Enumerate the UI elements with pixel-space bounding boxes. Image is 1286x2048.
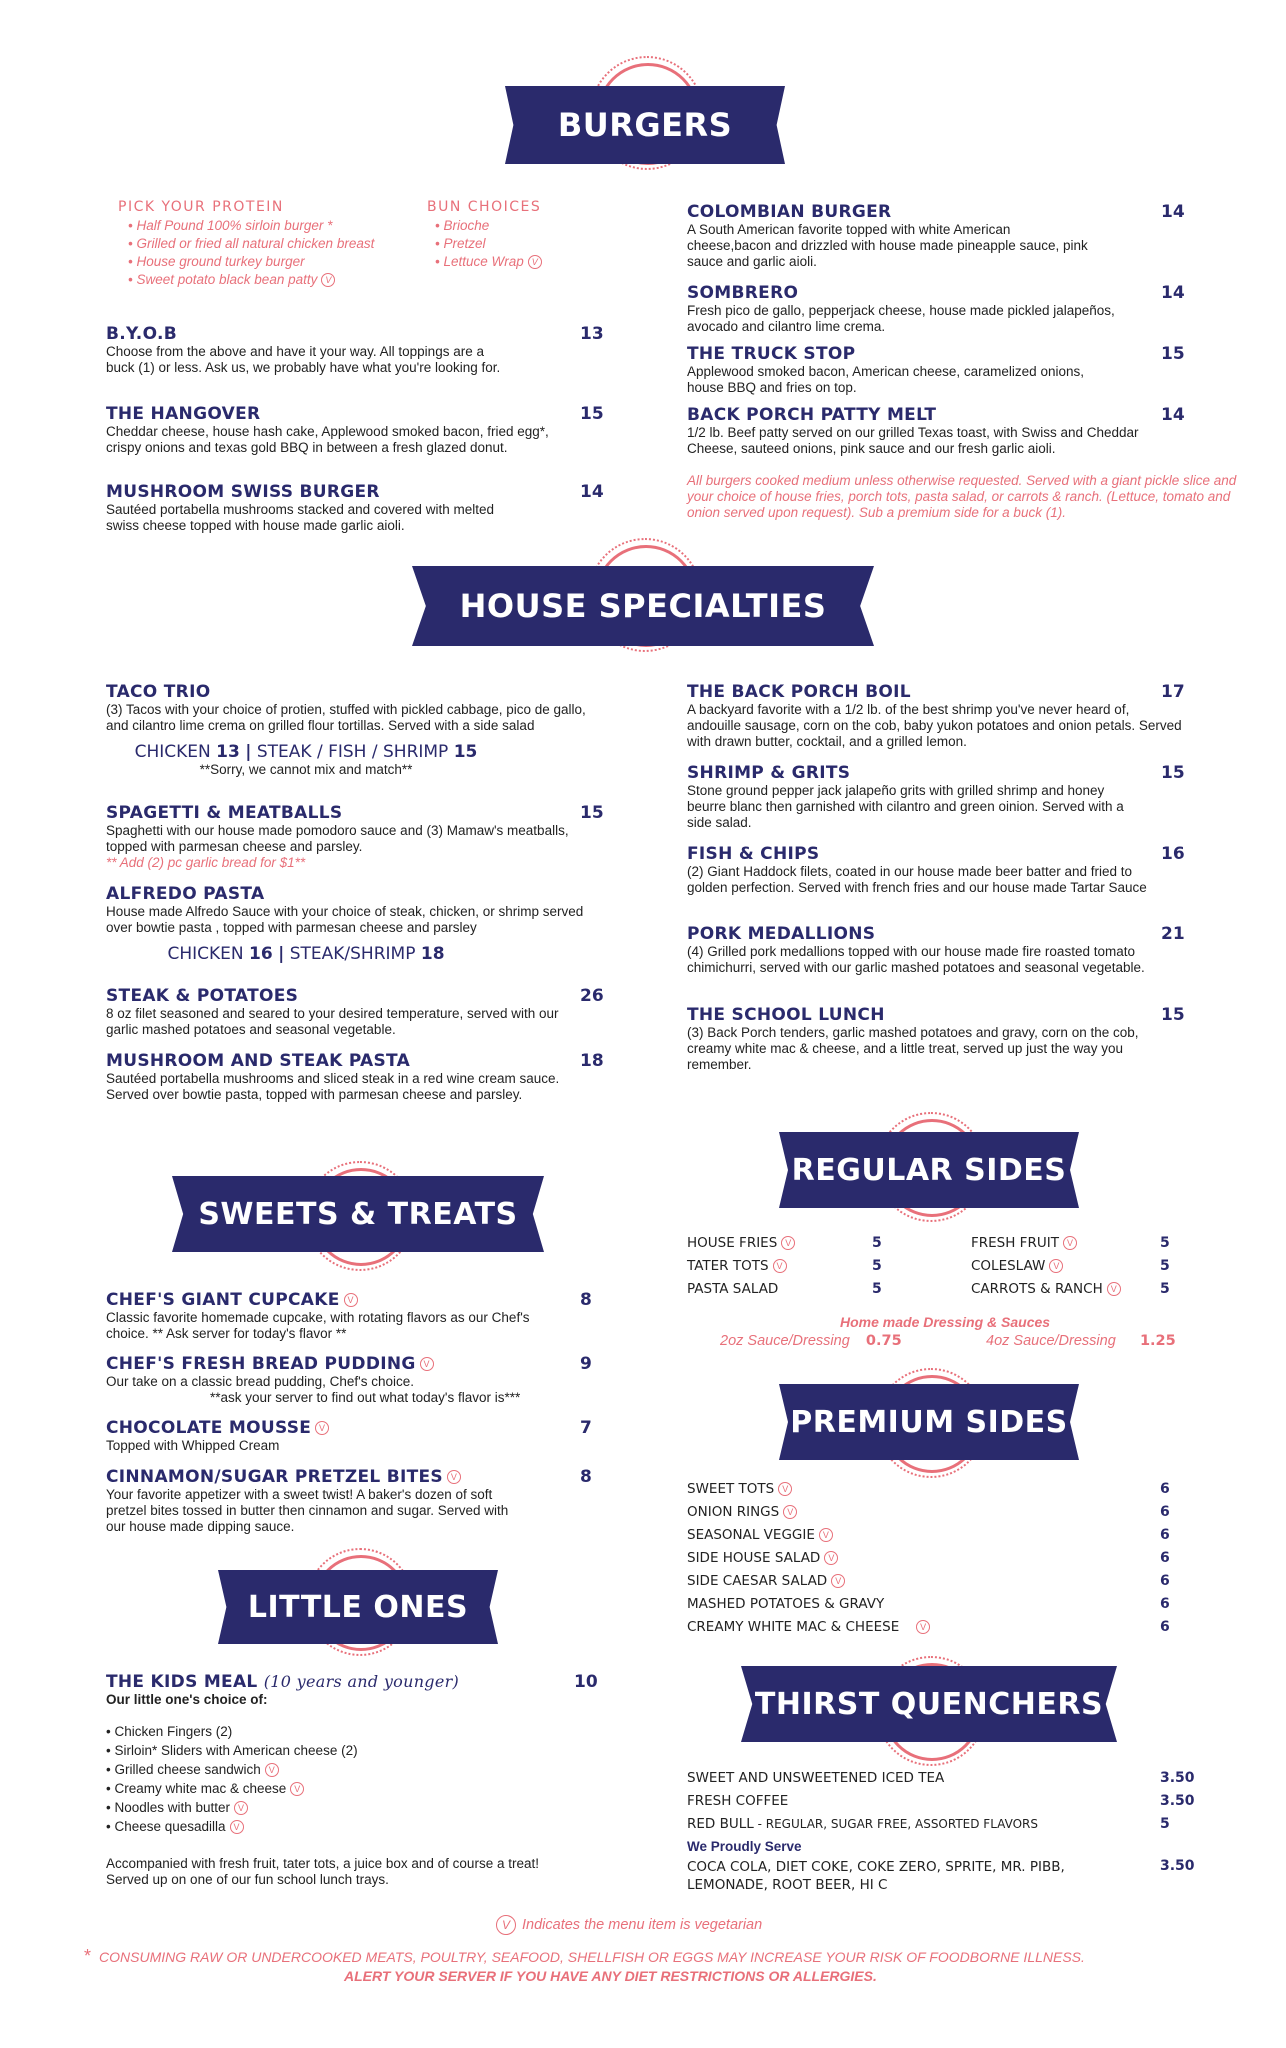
list-item: • Sirloin* Sliders with American cheese (2) [106,1743,358,1758]
vegetarian-icon: V [230,1820,244,1834]
item-name: MUSHROOM SWISS BURGER [106,482,380,502]
drink-price: 3.50 [1160,1770,1195,1786]
side-price: 5 [872,1235,882,1251]
item-name: CINNAMON/SUGAR PRETZEL BITES V [106,1467,600,1487]
little-ones-banner [218,1570,498,1644]
item-name: SOMBRERO [687,283,799,303]
kids-age: (10 years and younger) [263,1672,460,1691]
item-price: 8 [580,1467,592,1487]
item-description: Spaghetti with our house made pomodoro sauce and (3) Mamaw's meatballs, topped with parmesan cheese and parsley. [106,823,569,854]
alfredo-options: CHICKEN 16 | STEAK/SHRIMP 18 [167,944,445,964]
side-price: 6 [1160,1550,1170,1566]
menu-item-mushroom-steak-pasta [106,1051,604,1103]
menu-item-fish-chips [687,844,1187,896]
thirst-title: THIRST QUENCHERS [754,1686,1104,1722]
item-description: A backyard favorite with a 1/2 lb. of the best shrimp you've never heard of, andouille sausage, corn on the cob, baby yukon potatoes and onion petals. Served with drawn butter, cocktail, and a grilled lemon. [687,702,1182,749]
bun-options [427,199,627,271]
side-price: 6 [1160,1504,1170,1520]
item-price: 15 [580,803,604,823]
item-description: Your favorite appetizer with a sweet twist! A baker's dozen of soft pretzel bites tossed in butter then cinnamon and sugar. Served with our house made dipping sauce. [106,1487,509,1534]
item-price: 9 [580,1354,592,1374]
menu-item-pretzel-bites [106,1467,600,1535]
item-name: PORK MEDALLIONS [687,924,876,944]
drink-item: FRESH COFFEE [687,1793,789,1809]
item-description: Cheddar cheese, house hash cake, Applewood smoked bacon, fried egg*, crispy onions and texas gold BBQ in between a fresh glazed donut. [106,424,549,455]
item-name: THE KIDS MEAL (10 years and younger) [106,1672,460,1692]
protein-item: • Grilled or fried all natural chicken breast [128,236,375,251]
item-note: **ask your server to find out what today's flavor is*** [210,1390,521,1405]
burgers-title: BURGERS [557,106,733,144]
protein-item: • House ground turkey burger [128,254,305,269]
item-price: 18 [580,1051,604,1071]
menu-item-mushroom-swiss [106,482,604,534]
side-price: 6 [1160,1573,1170,1589]
kids-subtitle: Our little one's choice of: [106,1692,268,1707]
menu-item-kids-meal [106,1672,600,1888]
item-price: 8 [580,1290,592,1310]
protein-heading: PICK YOUR PROTEIN [118,199,284,215]
item-description: A South American favorite topped with white American cheese,bacon and drizzled with house made pineapple sauce, pink sauce and garlic aioli. [687,222,1088,269]
drink-price: 5 [1160,1816,1170,1832]
vegetarian-icon: V [265,1763,279,1777]
taco-note: **Sorry, we cannot mix and match** [199,762,413,777]
house-specialties-title: HOUSE SPECIALTIES [459,587,827,625]
item-name: BACK PORCH PATTY MELT [687,405,937,425]
menu-item-school-lunch [687,1005,1187,1073]
menu-item-colombian [687,202,1187,270]
item-price: 26 [580,986,604,1006]
item-name: SHRIMP & GRITS [687,763,851,783]
side-item: ONION RINGS V [687,1504,797,1520]
regular-sides-title: REGULAR SIDES [791,1152,1067,1188]
menu-item-spaghetti [106,803,604,871]
item-price: 10 [574,1672,598,1692]
drink-price: 3.50 [1160,1858,1195,1874]
item-description: Sautéed portabella mushrooms and sliced steak in a red wine cream sauce. Served over bowtie pasta, topped with parmesan cheese and parsley. [106,1071,560,1102]
item-price: 14 [1161,405,1185,425]
item-price: 14 [1161,283,1185,303]
item-price: 13 [580,324,604,344]
side-item: MASHED POTATOES & GRAVY [687,1596,885,1612]
menu-item-patty-melt [687,405,1187,457]
vegetarian-icon: V [315,1421,329,1435]
item-name: FISH & CHIPS [687,844,820,864]
list-item: • Chicken Fingers (2) [106,1724,233,1739]
item-description: Topped with Whipped Cream [106,1438,280,1453]
menu-item-shrimp-grits [687,763,1187,831]
side-item: SIDE HOUSE SALAD V [687,1550,838,1566]
drink-price: 3.50 [1160,1793,1195,1809]
kids-options-list [106,1722,600,1836]
menu-item-truck-stop [687,344,1187,396]
item-price: 17 [1161,682,1185,702]
menu-item-chocolate-mousse [106,1418,600,1454]
vegetarian-icon: V [290,1782,304,1796]
item-description: House made Alfredo Sauce with your choice of steak, chicken, or shrimp served over bowtie pasta , topped with parmesan cheese and parsley [106,904,584,935]
side-item: HOUSE FRIES V [687,1235,795,1251]
item-description: 1/2 lb. Beef patty served on our grilled Texas toast, with Swiss and Cheddar Cheese, sauteed onions, pink sauce and our fresh garlic aioli. [687,425,1139,456]
menu-item-alfredo [106,884,600,964]
vegetarian-icon: V [1063,1236,1077,1250]
item-name: THE BACK PORCH BOIL [687,682,911,702]
vegetarian-icon: V [831,1574,845,1588]
side-item: TATER TOTS V [687,1258,787,1274]
side-price: 5 [1160,1281,1170,1297]
menu-item-steak-potatoes [106,986,604,1038]
vegetarian-legend: V Indicates the menu item is vegetarian [496,1915,762,1935]
protein-item: • Sweet potato black bean patty V [128,271,418,289]
item-description: 8 oz filet seasoned and seared to your desired temperature, served with our garlic mashed potatoes and seasonal vegetable. [106,1006,559,1037]
drink-item: SWEET AND UNSWEETENED ICED TEA [687,1770,945,1786]
vegetarian-icon: V [321,273,335,287]
side-price: 6 [1160,1619,1170,1635]
menu-item-cupcake [106,1290,600,1342]
side-item: CARROTS & RANCH V [971,1281,1121,1297]
vegetarian-icon: V [773,1259,787,1273]
item-description: Fresh pico de gallo, pepperjack cheese, house made pickled jalapeños, avocado and cilantro lime crema. [687,303,1115,334]
bun-item: • Pretzel [435,236,486,251]
item-description: Our take on a classic bread pudding, Chef's choice. [106,1374,415,1389]
item-description: (3) Back Porch tenders, garlic mashed potatoes and gravy, corn on the cob, creamy white mac & cheese, and a little treat, served up just the way you remember. [687,1025,1139,1072]
side-price: 6 [1160,1481,1170,1497]
protein-options [118,199,418,289]
item-description: (2) Giant Haddock filets, coated in our house made beer batter and fried to golden perfection. Served with french fries and our house made Tartar Sauce [687,864,1147,895]
item-name: THE TRUCK STOP [687,344,856,364]
proudly-serve: We Proudly Serve [687,1839,802,1854]
item-price: 15 [1161,763,1185,783]
vegetarian-icon: V [781,1236,795,1250]
item-price: 15 [1161,344,1185,364]
dressing-4oz: 4oz Sauce/Dressing 1.25 [986,1333,1176,1349]
item-description: Choose from the above and have it your way. All toppings are a buck (1) or less. Ask us, we probably have what you're looking for. [106,344,501,375]
side-item: CREAMY WHITE MAC & CHEESE V [687,1619,930,1635]
item-name: CHOCOLATE MOUSSE V [106,1418,600,1438]
item-description: (3) Tacos with your choice of protien, stuffed with pickled cabbage, pico de gallo, and cilantro lime crema on grilled flour tortillas. Served with a side salad [106,702,586,733]
house-specialties-banner [412,566,874,646]
side-price: 5 [872,1258,882,1274]
item-name: ALFREDO PASTA [106,884,265,904]
bun-item: • Brioche [435,218,490,233]
vegetarian-icon: V [1107,1282,1121,1296]
drink-item: COCA COLA, DIET COKE, COKE ZERO, SPRITE, MR. PIBB, LEMONADE, ROOT BEER, HI C [687,1859,1065,1893]
vegetarian-icon: V [234,1801,248,1815]
item-description: Stone ground pepper jack jalapeño grits with grilled shrimp and honey beurre blanc then garnished with cilantro and green oinion. Served with a side salad. [687,783,1124,830]
item-name: STEAK & POTATOES [106,986,299,1006]
item-price: 14 [1161,202,1185,222]
vegetarian-icon: V [778,1482,792,1496]
protein-item: • Half Pound 100% sirloin burger * [128,218,333,233]
warning-line-2: ALERT YOUR SERVER IF YOU HAVE ANY DIET RESTRICTIONS OR ALLERGIES. [344,1968,877,1984]
kids-footer: Accompanied with fresh fruit, tater tots, a juice box and of course a treat! Served up on one of our fun school lunch trays. [106,1856,539,1887]
menu-item-sombrero [687,283,1187,335]
dressing-heading: Home made Dressing & Sauces [840,1314,1051,1330]
side-item: PASTA SALAD [687,1281,779,1297]
item-price: 15 [580,404,604,424]
side-item: FRESH FRUIT V [971,1235,1077,1251]
bun-item: • Lettuce Wrap V [435,253,627,271]
item-name: B.Y.O.B [106,324,177,344]
item-name: TACO TRIO [106,682,211,702]
vegetarian-icon: V [819,1528,833,1542]
side-item: COLESLAW V [971,1258,1063,1274]
item-price: 21 [1161,924,1185,944]
item-name: CHEF'S GIANT CUPCAKE V [106,1290,600,1310]
warning-line-1: * CONSUMING RAW OR UNDERCOOKED MEATS, POULTRY, SEAFOOD, SHELLFISH OR EGGS MAY INCREASE YOUR RISK OF FOODBORNE ILLNESS. [84,1946,1085,1966]
side-price: 5 [1160,1258,1170,1274]
side-price: 6 [1160,1596,1170,1612]
menu-item-hangover [106,404,604,456]
item-description: Classic favorite homemade cupcake, with rotating flavors as our Chef's choice. ** Ask server for today's flavor ** [106,1310,530,1341]
vegetarian-icon: V [783,1505,797,1519]
item-name: THE SCHOOL LUNCH [687,1005,885,1025]
premium-sides-title: PREMIUM SIDES [790,1404,1068,1440]
item-price: 14 [580,482,604,502]
item-description: Sautéed portabella mushrooms stacked and covered with melted swiss cheese topped with house made garlic aioli. [106,502,494,533]
side-price: 5 [872,1281,882,1297]
premium-sides-banner [779,1384,1079,1460]
burger-note: All burgers cooked medium unless otherwise requested. Served with a giant pickle slice and your choice of house fries, porch tots, pasta salad, or carrots & ranch. (Lettuce, tomato and onion served upon request). Sub a premium side for a buck (1). [687,473,1237,520]
menu-item-taco-trio [106,682,600,778]
drink-item: RED BULL - REGULAR, SUGAR FREE, ASSORTED FLAVORS [687,1816,1039,1832]
list-item: • Noodles with butter V [106,1798,600,1817]
item-name: THE HANGOVER [106,404,261,424]
menu-item-byob [106,324,604,376]
list-item: • Creamy white mac & cheese V [106,1779,600,1798]
list-item: • Cheese quesadilla V [106,1817,600,1836]
vegetarian-icon: V [344,1293,358,1307]
vegetarian-icon: V [496,1915,516,1935]
side-item: SIDE CAESAR SALAD V [687,1573,845,1589]
vegetarian-icon: V [1049,1259,1063,1273]
sweets-banner [172,1176,544,1252]
sweets-title: SWEETS & TREATS [198,1196,518,1232]
regular-sides-banner [779,1132,1079,1208]
item-name: COLOMBIAN BURGER [687,202,892,222]
vegetarian-icon: V [420,1357,434,1371]
side-price: 5 [1160,1235,1170,1251]
menu-item-pork-medallions [687,924,1187,976]
item-price: 7 [580,1418,592,1438]
bun-heading: BUN CHOICES [427,199,542,215]
item-description: (4) Grilled pork medallions topped with our house made fire roasted tomato chimichurri, served with our garlic mashed potatoes and seasonal vegetable. [687,944,1145,975]
item-name: MUSHROOM AND STEAK PASTA [106,1051,411,1071]
item-price: 15 [1161,1005,1185,1025]
menu-item-back-porch-boil [687,682,1187,750]
vegetarian-icon: V [447,1470,461,1484]
burgers-banner [505,86,785,164]
item-price: 16 [1161,844,1185,864]
vegetarian-icon: V [916,1620,930,1634]
thirst-banner [741,1666,1117,1742]
side-price: 6 [1160,1527,1170,1543]
item-name: CHEF'S FRESH BREAD PUDDING V [106,1354,600,1374]
item-name: SPAGETTI & MEATBALLS [106,803,343,823]
menu-item-bread-pudding [106,1354,600,1406]
dressing-2oz: 2oz Sauce/Dressing 0.75 [720,1333,902,1349]
list-item: • Grilled cheese sandwich V [106,1760,600,1779]
vegetarian-icon: V [824,1551,838,1565]
little-ones-title: LITTLE ONES [247,1589,469,1625]
taco-options: CHICKEN 13 | STEAK / FISH / SHRIMP 15 [134,742,478,762]
vegetarian-icon: V [528,255,542,269]
item-note: ** Add (2) pc garlic bread for $1** [106,855,306,870]
item-description: Applewood smoked bacon, American cheese, caramelized onions, house BBQ and fries on top. [687,364,1084,395]
side-item: SWEET TOTS V [687,1481,792,1497]
side-item: SEASONAL VEGGIE V [687,1527,833,1543]
